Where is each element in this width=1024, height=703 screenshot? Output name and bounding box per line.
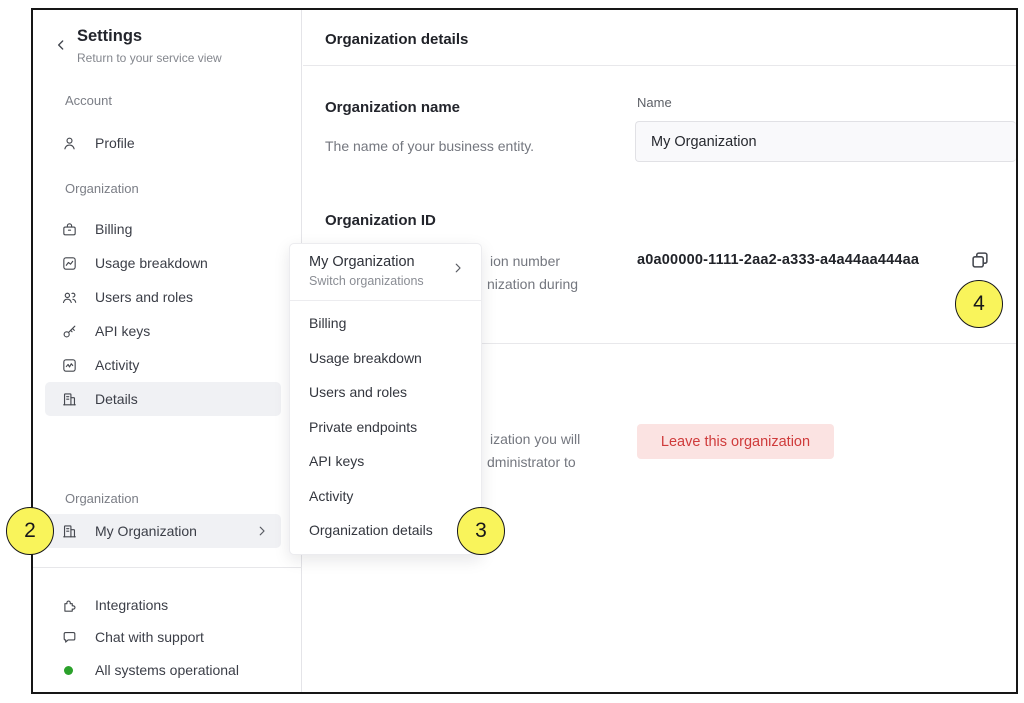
- sidebar-item-label: Usage breakdown: [95, 255, 208, 271]
- sidebar-item-details[interactable]: [45, 382, 281, 416]
- org-id-heading: Organization ID: [325, 212, 436, 229]
- people-icon: [60, 288, 78, 306]
- speech-bubble-icon: [60, 628, 78, 646]
- status-label: All systems operational: [95, 662, 239, 678]
- copy-icon[interactable]: [969, 249, 991, 271]
- sidebar-item-billing[interactable]: [45, 212, 281, 246]
- section-label-account: Account: [65, 93, 112, 108]
- leave-description-line2: dministrator to: [487, 454, 576, 470]
- dropdown-title: My Organization: [309, 254, 415, 270]
- menu-item-billing[interactable]: Billing: [309, 315, 347, 332]
- page-title: Organization details: [325, 31, 469, 48]
- building-icon: [60, 390, 78, 408]
- leave-description-line1: ization you will: [490, 431, 581, 447]
- sidebar-item-activity[interactable]: [45, 348, 281, 382]
- dropdown-subtitle: Switch organizations: [309, 274, 424, 288]
- sidebar-item-label: Details: [95, 391, 138, 407]
- organization-id-value: a0a00000-1111-2aa2-a333-a4a44aa444aa: [637, 252, 920, 268]
- header-divider: [303, 65, 1016, 66]
- sidebar-item-label: API keys: [95, 323, 151, 339]
- sidebar-item-label: Integrations: [95, 597, 169, 613]
- menu-item-users-and-roles[interactable]: Users and roles: [309, 384, 408, 401]
- puzzle-piece-icon: [60, 596, 78, 614]
- sidebar-item-label: Profile: [95, 135, 135, 151]
- annotation-badge-2: 2: [6, 507, 54, 555]
- leave-organization-button[interactable]: Leave this organization: [637, 424, 834, 459]
- menu-item-organization-details[interactable]: Organization details: [309, 522, 433, 539]
- back-button[interactable]: [53, 37, 69, 53]
- pulse-square-icon: [60, 356, 78, 374]
- sidebar-item-usage-breakdown[interactable]: [45, 246, 281, 280]
- menu-item-api-keys[interactable]: API keys: [309, 453, 365, 470]
- dropdown-item-list: [290, 301, 481, 548]
- line-chart-square-icon: [60, 254, 78, 272]
- sidebar-item-label: Users and roles: [95, 289, 194, 305]
- settings-sidebar: [33, 10, 302, 692]
- sidebar-item-label: Chat with support: [95, 629, 204, 645]
- sidebar-title: Settings: [77, 27, 143, 45]
- section-label-organization-2: Organization: [65, 491, 139, 506]
- sidebar-item-label: Billing: [95, 221, 133, 237]
- sidebar-item-profile[interactable]: [45, 126, 281, 160]
- status-green-dot-icon: [64, 666, 73, 675]
- menu-item-activity[interactable]: Activity: [309, 487, 354, 504]
- sidebar-item-integrations[interactable]: [45, 588, 281, 622]
- sidebar-item-chat-with-support[interactable]: [45, 620, 281, 654]
- sidebar-item-my-organization[interactable]: [45, 514, 281, 548]
- app-window: [31, 8, 1018, 694]
- annotation-badge-4: 4: [955, 280, 1003, 328]
- org-id-description-line2: nization during: [487, 276, 579, 292]
- sidebar-item-users-and-roles[interactable]: [45, 280, 281, 314]
- organization-name-input[interactable]: [635, 121, 1016, 162]
- building-icon: [60, 522, 78, 540]
- sidebar-divider: [33, 567, 302, 568]
- sidebar-item-api-keys[interactable]: [45, 314, 281, 348]
- chevron-left-icon: [53, 37, 69, 53]
- sidebar-item-label: My Organization: [95, 523, 197, 539]
- annotation-badge-3: 3: [457, 507, 505, 555]
- org-name-heading: Organization name: [325, 99, 461, 116]
- system-status-row[interactable]: [45, 653, 281, 687]
- org-name-description: The name of your business entity.: [325, 138, 535, 154]
- name-field-label: Name: [637, 95, 672, 110]
- sidebar-item-label: Activity: [95, 357, 140, 373]
- chevron-right-icon: [255, 524, 269, 538]
- organization-dropdown-menu: [289, 243, 482, 555]
- key-icon: [60, 322, 78, 340]
- org-id-description-line1: ion number: [490, 253, 561, 269]
- menu-item-usage-breakdown[interactable]: Usage breakdown: [309, 349, 422, 366]
- dropdown-header-my-organization[interactable]: [290, 244, 481, 301]
- person-icon: [60, 134, 78, 152]
- sidebar-subtitle: Return to your service view: [77, 51, 222, 65]
- section-label-organization: Organization: [65, 181, 139, 196]
- cash-register-icon: [60, 220, 78, 238]
- menu-item-private-endpoints[interactable]: Private endpoints: [309, 418, 418, 435]
- chevron-right-icon: [451, 261, 465, 275]
